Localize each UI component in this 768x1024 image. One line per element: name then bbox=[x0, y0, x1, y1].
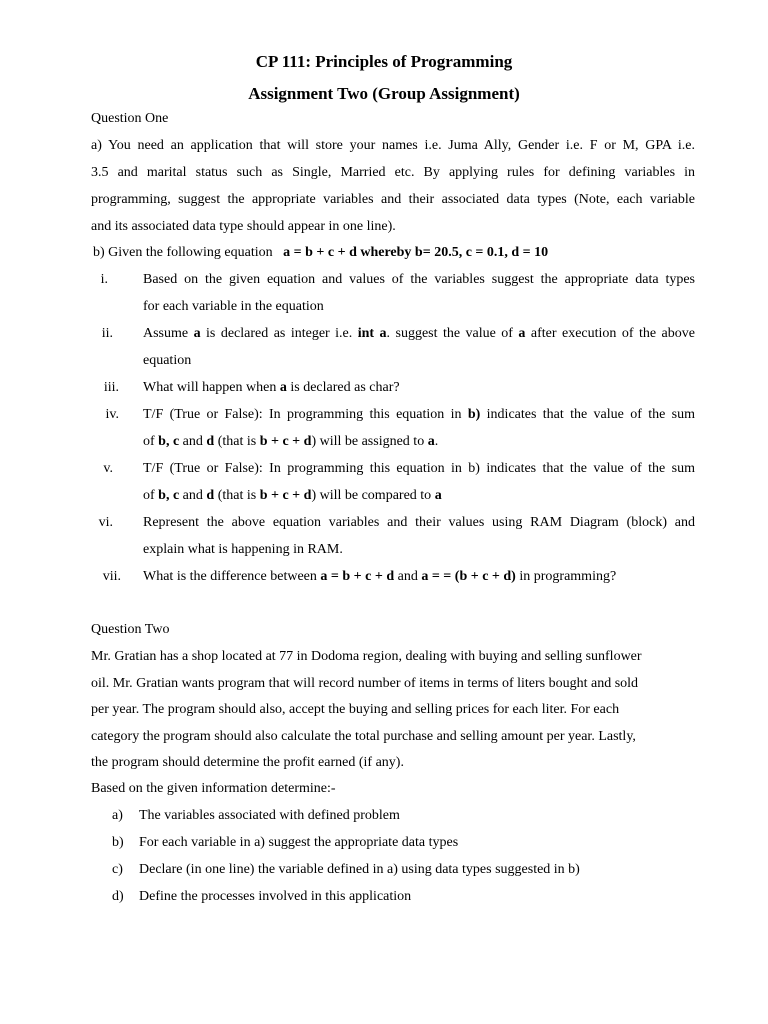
q2-line-4: category the program should also calculate the total purchase and selling amount per year. Lastly, bbox=[91, 729, 636, 744]
question-two-heading: Question Two bbox=[91, 622, 170, 637]
comparison-expr: a = = (b + c + d) bbox=[421, 569, 516, 584]
q2-item-d: Define the processes involved in this application bbox=[139, 889, 412, 904]
item-number: ii. bbox=[101, 326, 113, 341]
var-a: a bbox=[427, 434, 435, 449]
text: indicates that the value of the sum bbox=[480, 407, 695, 422]
item-letter: a) bbox=[112, 808, 123, 823]
q1-b-equation: a = b + c + d whereby b= 20.5, c = 0.1, d = 10 bbox=[283, 245, 549, 260]
item-letter: b) bbox=[112, 835, 124, 850]
item-number: iii. bbox=[103, 380, 119, 395]
item-vi-line-1: Represent the above equation variables and their values using RAM Diagram (block) and bbox=[143, 515, 695, 530]
text: T/F (True or False): In programming this equation in bbox=[143, 407, 468, 422]
q2-line-1: Mr. Gratian has a shop located at 77 in Dodoma region, dealing with buying and selling sunflower bbox=[91, 649, 642, 664]
text: Assume bbox=[143, 326, 194, 341]
vars: b, c bbox=[158, 488, 180, 503]
item-v-line-1: T/F (True or False): In programming this equation in b) indicates that the value of the sum bbox=[143, 461, 695, 476]
text: is declared as integer i.e. bbox=[200, 326, 358, 341]
vars: b, c bbox=[158, 434, 180, 449]
item-vii-line-1 bbox=[143, 569, 695, 585]
item-ii-line-1 bbox=[143, 326, 695, 342]
q2-line-2: oil. Mr. Gratian wants program that will record number of items in terms of liters bought and sold bbox=[91, 676, 639, 691]
var-d: d bbox=[206, 488, 215, 503]
var-d: d bbox=[206, 434, 215, 449]
item-number: vii. bbox=[102, 569, 121, 584]
var-a: a bbox=[518, 326, 526, 341]
item-number: i. bbox=[100, 272, 108, 287]
course-title: CP 111: Principles of Programming bbox=[255, 52, 513, 71]
item-v-line-2 bbox=[143, 488, 695, 504]
q2-line-3: per year. The program should also, accept the buying and selling prices for each liter. For each bbox=[91, 702, 620, 717]
text: in programming? bbox=[515, 569, 617, 584]
sum-expr: b + c + d bbox=[259, 488, 312, 503]
text: of bbox=[143, 488, 159, 503]
q1-a-line-1: a) You need an application that will store your names i.e. Juma Ally, Gender i.e. F or M, GPA i.e. bbox=[91, 138, 695, 153]
q1-a-line-2: 3.5 and marital status such as Single, Married etc. By applying rules for defining variables in bbox=[91, 165, 695, 180]
item-i-line-1: Based on the given equation and values of the variables suggest the appropriate data types bbox=[143, 272, 695, 287]
text: (that is bbox=[214, 488, 260, 503]
item-ii-line-2: equation bbox=[143, 353, 192, 368]
text: (that is bbox=[214, 434, 260, 449]
text: ) will be compared to bbox=[311, 488, 435, 503]
text: and bbox=[179, 434, 207, 449]
text: of bbox=[143, 434, 159, 449]
q1-b-line bbox=[93, 245, 548, 261]
q1-b-prefix: b) Given the following equation bbox=[93, 245, 273, 260]
text: What is the difference between bbox=[143, 569, 321, 584]
ref-b: b) bbox=[467, 407, 481, 422]
q1-a-line-4: and its associated data type should appear in one line). bbox=[91, 219, 396, 234]
int-a: int a bbox=[357, 326, 387, 341]
q2-item-a: The variables associated with defined problem bbox=[139, 808, 400, 823]
text: . bbox=[434, 434, 439, 449]
sum-expr: b + c + d bbox=[259, 434, 312, 449]
item-vi-line-2: explain what is happening in RAM. bbox=[143, 542, 343, 557]
text: . suggest the value of bbox=[386, 326, 519, 341]
text: and bbox=[394, 569, 422, 584]
text: and bbox=[179, 488, 207, 503]
text: after execution of the above bbox=[525, 326, 695, 341]
item-letter: d) bbox=[112, 889, 124, 904]
q1-a-line-3: programming, suggest the appropriate variables and their associated data types (Note, each variable bbox=[91, 192, 695, 207]
q2-item-c: Declare (in one line) the variable defined in a) using data types suggested in b) bbox=[139, 862, 580, 877]
item-number: iv. bbox=[105, 407, 119, 422]
assignment-title: Assignment Two (Group Assignment) bbox=[248, 84, 520, 103]
q2-intro: Based on the given information determine:- bbox=[91, 781, 336, 796]
item-number: vi. bbox=[98, 515, 113, 530]
var-a: a bbox=[193, 326, 201, 341]
item-iv-line-2 bbox=[143, 434, 695, 450]
item-letter: c) bbox=[112, 862, 123, 877]
item-i-line-2: for each variable in the equation bbox=[143, 299, 324, 314]
item-iii-line-1 bbox=[143, 380, 695, 396]
var-a: a bbox=[279, 380, 287, 395]
q2-item-b: For each variable in a) suggest the appropriate data types bbox=[139, 835, 459, 850]
q2-line-5: the program should determine the profit earned (if any). bbox=[91, 755, 404, 770]
item-iv-line-1 bbox=[143, 407, 695, 423]
assignment-expr: a = b + c + d bbox=[320, 569, 395, 584]
text: ) will be assigned to bbox=[311, 434, 428, 449]
text: What will happen when bbox=[143, 380, 280, 395]
text: is declared as char? bbox=[286, 380, 400, 395]
item-number: v. bbox=[103, 461, 113, 476]
var-a: a bbox=[434, 488, 442, 503]
question-one-heading: Question One bbox=[91, 111, 169, 126]
